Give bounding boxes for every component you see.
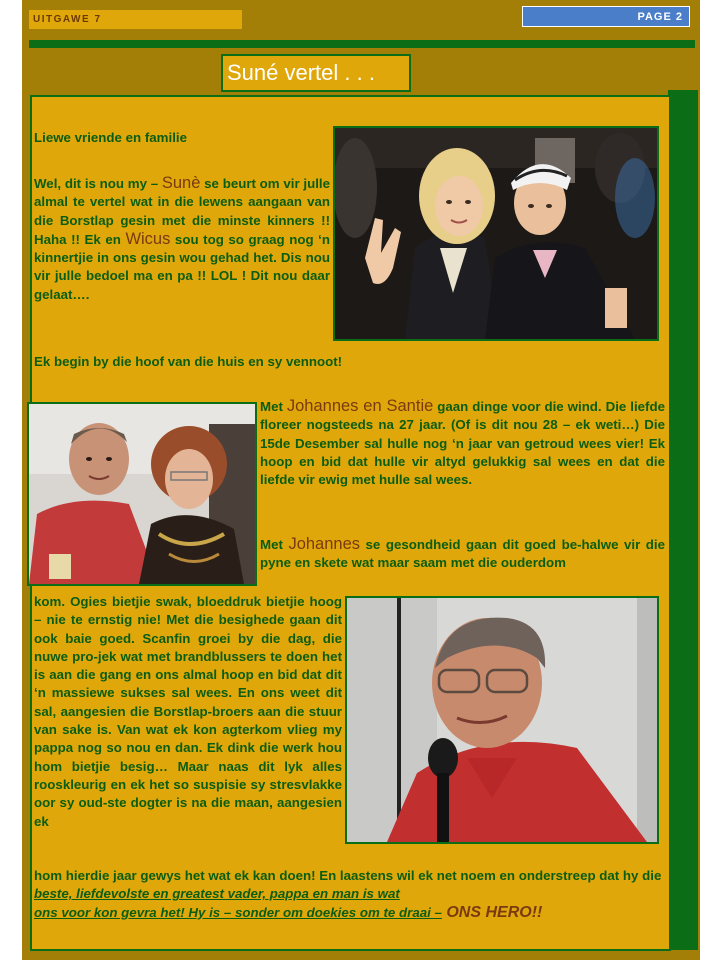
name-wicus: Wicus xyxy=(125,229,171,248)
paragraph-johannes-santie xyxy=(260,397,665,489)
paragraph-text: gaan dinge voor die wind. Die liefde floreer nogsteeds na 27 jaar. (Of is dit nou 28 – ek weti…) Die 15de Desember sal hulle nog ‘n jaar van getroud wees vier! Ek hoop en bid dat hulle vir altyd gelukkig sal wees en dat die liefde vir ewig met hulle sal wees. xyxy=(260,399,665,488)
paragraph-text: Met xyxy=(260,399,287,414)
photo-sune-and-wicus-image xyxy=(335,128,657,339)
page-number-label: PAGE 2 xyxy=(522,6,690,27)
underlined-text: beste, liefdevolste en greatest vader, pappa en man is wat xyxy=(34,886,400,902)
ons-hero-text: ONS HERO!! xyxy=(441,903,543,921)
greeting: Liewe vriende en familie xyxy=(34,130,187,145)
name-sune: Sunè xyxy=(161,174,201,192)
paragraph-text: sou tog so graag nog ‘n kinnertjie in ons gesin wou gehad het. Dis nou vir julle bedoel ma en pa !! LOL ! Dit nou daar gelaat…. xyxy=(34,231,330,302)
photo-johannes-microphone xyxy=(345,596,659,844)
paragraph-text: se gesondheid gaan dit goed be-halwe vir die pyne en skete wat maar saam met die ouderdom xyxy=(260,537,665,571)
paragraph-closing xyxy=(34,867,666,922)
photo-johannes-microphone-image xyxy=(347,598,657,842)
name-johannes: Johannes xyxy=(288,535,360,553)
paragraph-health xyxy=(260,535,665,573)
paragraph-text: Wel, dit is nou my – xyxy=(34,176,162,191)
top-rule xyxy=(29,40,695,48)
paragraph-text: hom hierdie jaar gewys het wat ek kan doen! En laastens wil ek net noem en onderstreep dat hy die xyxy=(34,868,662,883)
paragraph-text: se beurt om vir julle almal te vertel wat in die lewens aangaan van die Borstlap gesin met die minste kinners !! Haha !! Ek en xyxy=(34,176,330,247)
issue-label: UITGAWE 7 xyxy=(29,10,242,29)
paragraph-text: Met xyxy=(260,537,289,552)
name-johannes-en-santie: Johannes en Santie xyxy=(286,397,434,415)
paragraph-business: kom. Ogies bietjie swak, bloeddruk bietjie hoog – nie te ernstig nie! Met die besighede gaan dit ook baie goed. Scanfin groei by die dag, die nuwe pro-jek wat met brandblussers te doen het is aan die gang en ons almal hoop en bid dat dit ‘n massiewe sukses sal wees. En ons weet dit sal, aangesien die Borstlap-broers aan die stuur van sake is. Van wat ek kon agterkom vlieg my pappa nog so nou en dan. Ek dink die werk hou hom bietjie besig… Maar naas dit lyk alles rooskleurig en ek het so suspisie sy stresvlakke oor sy oud-ste dogter is na die maan, aangesien ek xyxy=(34,594,342,829)
photo-johannes-and-santie xyxy=(27,402,257,586)
paragraph-intro-sune xyxy=(34,174,330,304)
intro-line: Ek begin by die hoof van die huis en sy vennoot! xyxy=(34,354,343,369)
right-green-band xyxy=(668,90,698,950)
photo-sune-and-wicus xyxy=(333,126,659,341)
underlined-text: ons voor kon gevra het! Hy is – sonder om doekies om te draai – xyxy=(34,904,442,920)
article-title: Suné vertel . . . xyxy=(221,54,411,92)
photo-johannes-and-santie-image xyxy=(29,404,255,584)
